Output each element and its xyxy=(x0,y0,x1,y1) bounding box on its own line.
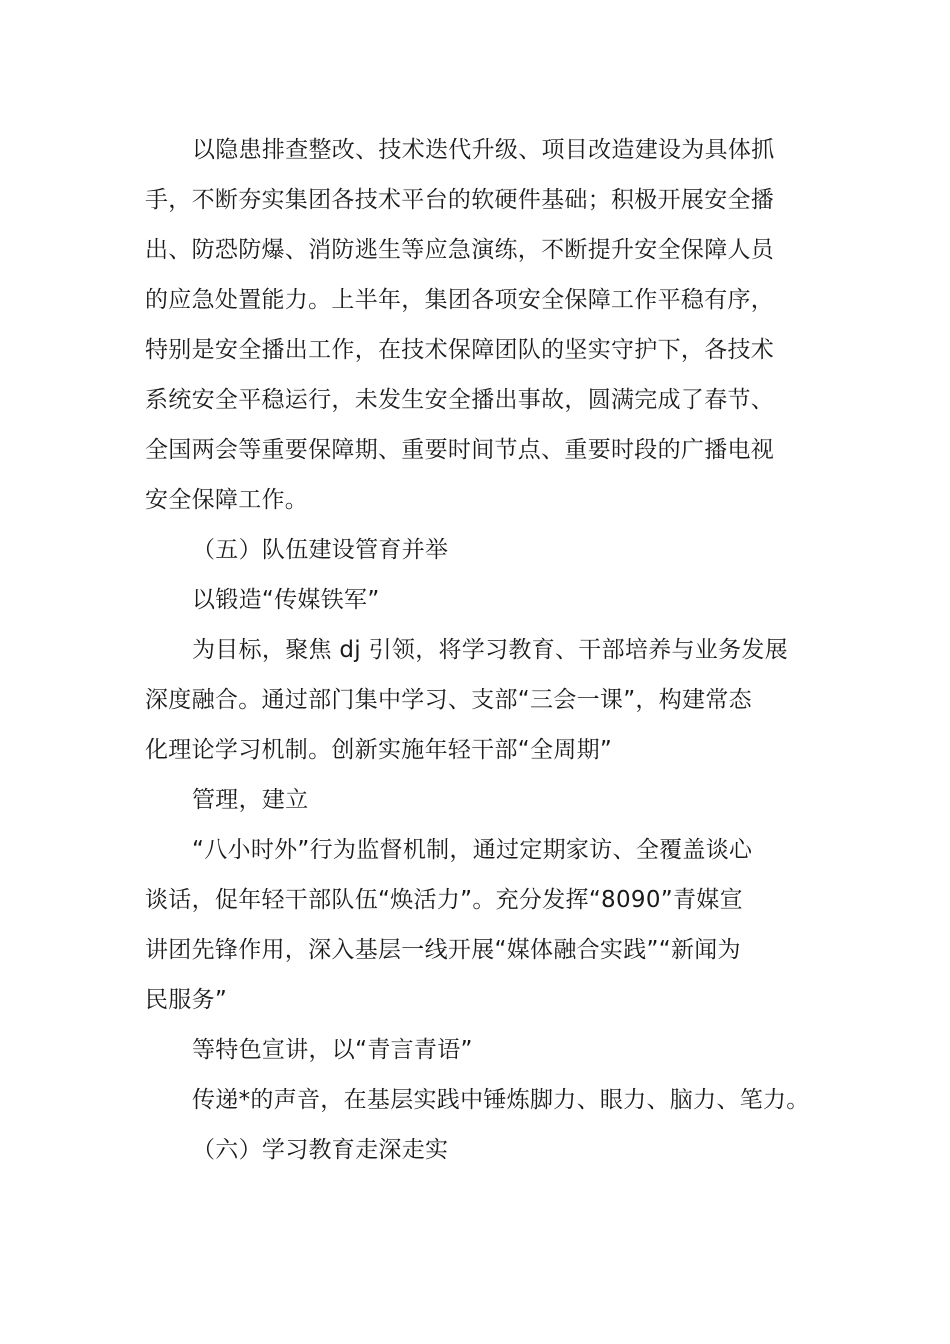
text-line-11: 为目标，聚焦 dj 引领，将学习教育、干部培养与业务发展 xyxy=(192,637,789,663)
text-line-6: 系统安全平稳运行，未发生安全播出事故，圆满完成了春节、 xyxy=(145,387,775,413)
text-line-20: 传递*的声音，在基层实践中锤炼脚力、眼力、脑力、笔力。 xyxy=(192,1087,810,1113)
text-line-15: “八小时外”行为监督机制，通过定期家访、全覆盖谈心 xyxy=(192,837,753,863)
text-line-3: 出、防恐防爆、消防逃生等应急演练，不断提升安全保障人员 xyxy=(145,237,775,263)
section-heading-6: （六）学习教育走深走实 xyxy=(192,1137,449,1163)
section-heading-5: （五）队伍建设管育并举 xyxy=(192,537,449,563)
text-line-19: 等特色宣讲，以“青言青语” xyxy=(192,1037,473,1063)
text-line-2: 手，不断夯实集团各技术平台的软硬件基础；积极开展安全播 xyxy=(145,187,775,213)
text-line-18: 民服务” xyxy=(145,987,228,1013)
text-line-7: 全国两会等重要保障期、重要时间节点、重要时段的广播电视 xyxy=(145,437,775,463)
text-line-4: 的应急处置能力。上半年，集团各项安全保障工作平稳有序， xyxy=(145,287,775,313)
text-line-10: 以锻造“传媒铁军” xyxy=(192,587,380,613)
text-line-12: 深度融合。通过部门集中学习、支部“三会一课”，构建常态 xyxy=(145,687,752,713)
text-line-14: 管理，建立 xyxy=(192,787,309,813)
text-line-17: 讲团先锋作用，深入基层一线开展“媒体融合实践”“新闻为 xyxy=(145,937,741,963)
text-line-13: 化理论学习机制。创新实施年轻干部“全周期” xyxy=(145,737,613,763)
text-line-16: 谈话，促年轻干部队伍“焕活力”。充分发挥“8090”青媒宣 xyxy=(145,887,743,913)
text-line-8: 安全保障工作。 xyxy=(145,487,309,513)
text-line-5: 特别是安全播出工作，在技术保障团队的坚实守护下，各技术 xyxy=(145,337,775,363)
text-line-1: 以隐患排查整改、技术迭代升级、项目改造建设为具体抓 xyxy=(192,137,775,163)
